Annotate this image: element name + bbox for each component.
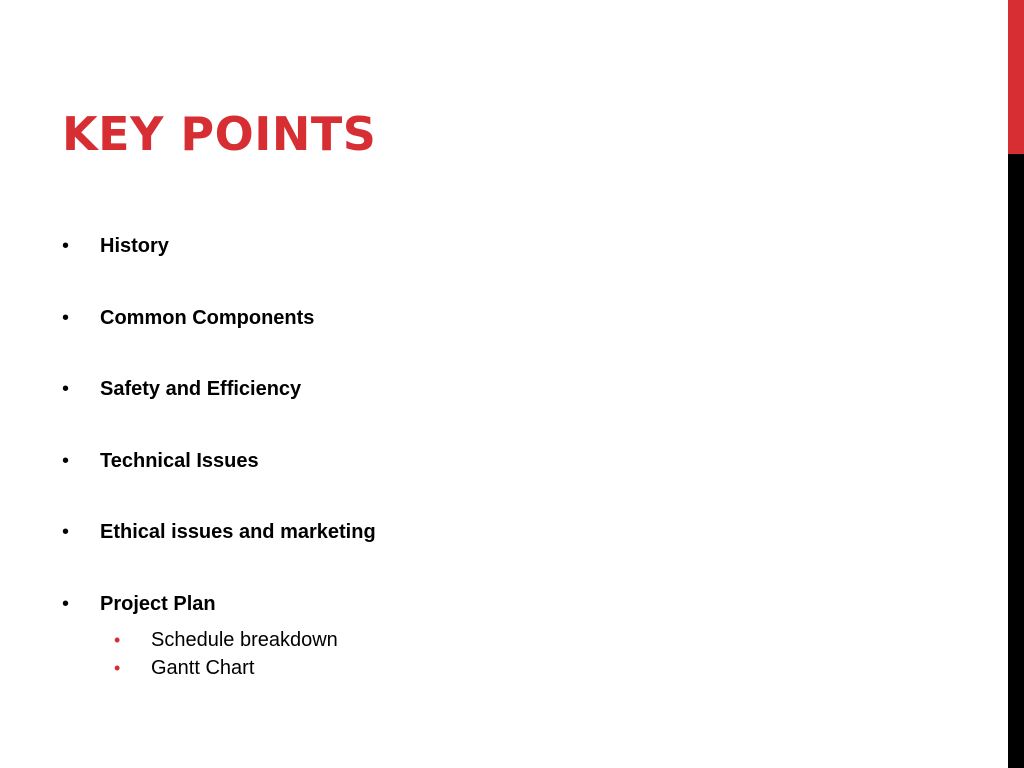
bullet-icon: • <box>62 306 70 329</box>
bullet-icon: • <box>62 235 70 257</box>
bullet-label: Technical Issues <box>100 449 259 472</box>
bullet-item-safety-efficiency <box>62 374 982 446</box>
side-decoration-bar <box>1008 0 1024 768</box>
bullet-label: Ethical issues and marketing <box>100 521 376 544</box>
bullet-icon: • <box>62 592 70 615</box>
bullet-icon: • <box>62 521 70 544</box>
sub-bullet-label: Gantt Chart <box>151 656 255 679</box>
sub-bullet-label: Schedule breakdown <box>151 628 338 651</box>
bullet-icon: • <box>62 449 70 472</box>
bullet-label: Safety and Efficiency <box>100 378 302 401</box>
sub-bullet-icon: • <box>114 657 121 678</box>
side-bar-accent-segment <box>1008 0 1024 154</box>
bullet-label: History <box>100 235 169 257</box>
bullet-item-ethical-issues <box>62 517 982 589</box>
bullet-label: Project Plan <box>100 592 216 615</box>
sub-bullet-icon: • <box>114 629 121 650</box>
bullet-item-technical-issues <box>62 446 982 518</box>
bullet-list <box>62 231 982 679</box>
side-bar-dark-segment <box>1008 154 1024 768</box>
bullet-icon: • <box>62 378 70 401</box>
bullet-item-history <box>62 231 982 303</box>
bullet-item-common-components <box>62 303 982 375</box>
slide-title: KEY POINTS <box>62 107 377 161</box>
bullet-item-project-plan <box>62 589 982 679</box>
bullet-label: Common Components <box>100 306 315 329</box>
